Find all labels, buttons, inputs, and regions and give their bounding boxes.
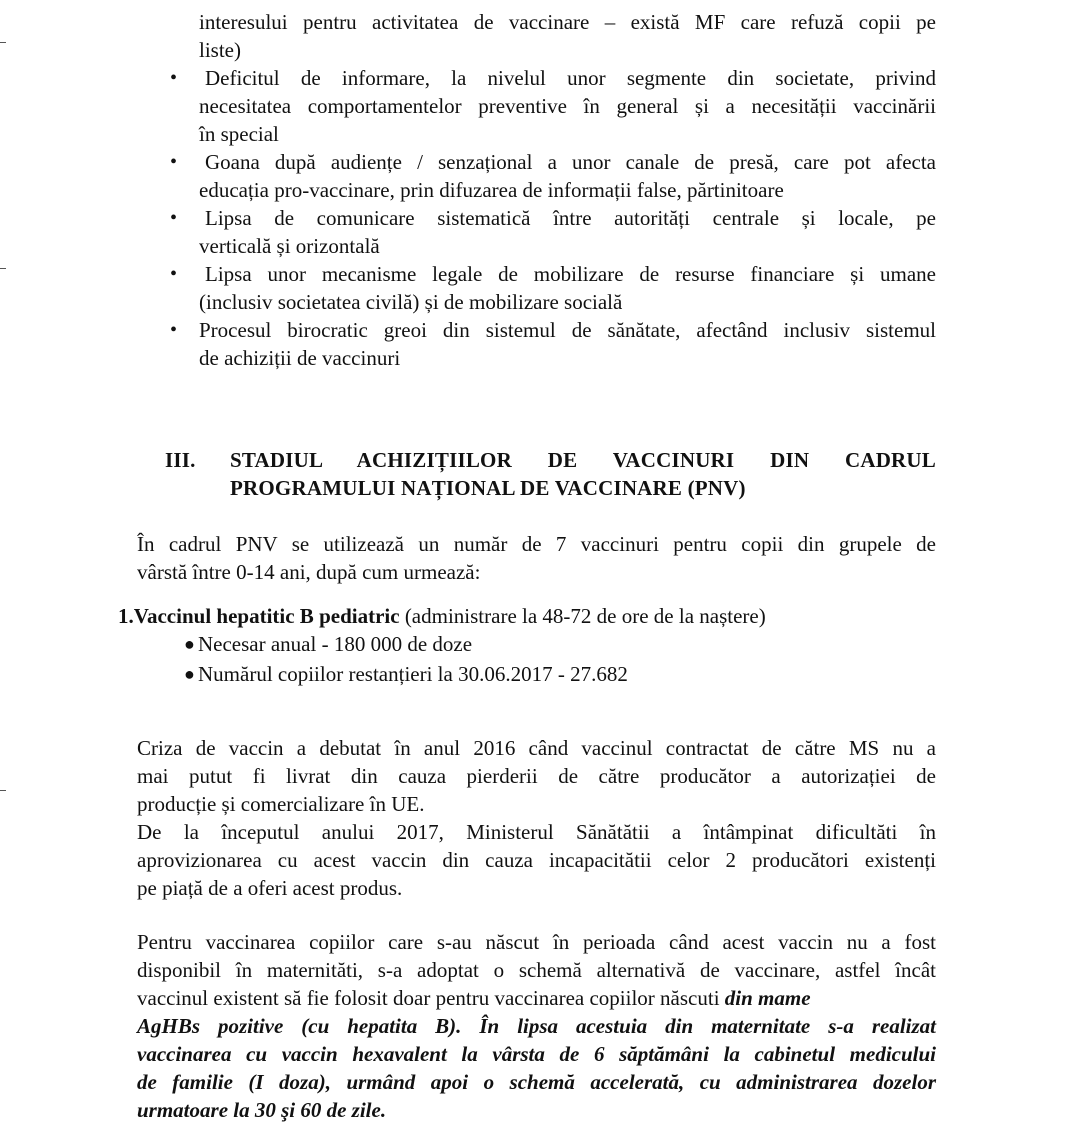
list-item: de achiziții de vaccinuri: [199, 346, 401, 370]
list-item: necesitatea comportamentelor preventive în general și a necesității vaccinării: [199, 94, 936, 118]
vaccine-name: Vaccinul hepatitic B pediatric: [133, 604, 400, 628]
bullet-icon: •: [170, 319, 178, 341]
paragraph-line: producție și comercializare în UE.: [137, 792, 425, 816]
list-item: verticală și orizontală: [199, 234, 380, 258]
list-item: Lipsa de comunicare sistematică între autorități centrale și locale, pe: [205, 206, 936, 230]
intro-paragraph: În cadrul PNV se utilizează un număr de 7 vaccinuri pentru copii din grupele de: [137, 532, 936, 556]
list-item: Procesul birocratic greoi din sistemul de sănătate, afectând inclusiv sistemul: [199, 318, 936, 342]
emphasis-line: urmatoare la 30 şi 60 de zile.: [137, 1098, 387, 1122]
scan-edge-mark: [0, 268, 6, 269]
paragraph-line: pe piață de a oferi acest produs.: [137, 876, 403, 900]
paragraph-line: aprovizionarea cu acest vaccin din cauza incapacitătii celor 2 producători existenți: [137, 848, 936, 872]
bullet-icon: •: [170, 151, 178, 173]
section-title-line: PROGRAMULUI NAȚIONAL DE VACCINARE (PNV): [230, 476, 746, 500]
bullet-icon: •: [170, 67, 178, 89]
paragraph-line: [137, 984, 811, 1012]
list-item-continuation: liste): [199, 38, 241, 62]
list-item: Deficitul de informare, la nivelul unor segmente din societate, privind: [205, 66, 936, 90]
list-item: în special: [199, 122, 279, 146]
paragraph-line: Criza de vaccin a debutat în anul 2016 când vaccinul contractat de către MS nu a: [137, 736, 936, 760]
scan-edge-mark: [0, 790, 6, 791]
list-item: Goana după audiențe / senzațional a unor canale de presă, care pot afecta: [205, 150, 936, 174]
bullet-icon: •: [170, 263, 178, 285]
paragraph-line: De la începutul anului 2017, Ministerul Sănătătii a întâmpinat dificultăti în: [137, 820, 936, 844]
section-title-line: STADIUL ACHIZIȚIILOR DE VACCINURI DIN CADRUL: [230, 448, 936, 472]
bullet-icon: ●: [184, 664, 195, 684]
paragraph-line: mai putut fi livrat din cauza pierderii de către producător a autorizației de: [137, 764, 936, 788]
emphasis-text: din mame: [724, 986, 811, 1010]
item-number: 1.: [118, 604, 134, 628]
item-point: Numărul copiilor restanțieri la 30.06.2017 - 27.682: [198, 662, 628, 686]
bullet-icon: •: [170, 207, 178, 229]
paragraph-text: vaccinul existent să fie folosit doar pentru vaccinarea copiilor născuti: [137, 986, 725, 1010]
list-item: educația pro-vaccinare, prin difuzarea de informații false, părtinitoare: [199, 178, 784, 202]
list-item: Lipsa unor mecanisme legale de mobilizare de resurse financiare și umane: [205, 262, 936, 286]
list-item: (inclusiv societatea civilă) și de mobilizare socială: [199, 290, 623, 314]
intro-paragraph: vârstă între 0-14 ani, după cum urmează:: [137, 560, 481, 584]
vaccine-detail: (administrare la 48-72 de ore de la naștere): [399, 604, 766, 628]
emphasis-line: vaccinarea cu vaccin hexavalent la vârsta de 6 săptămâni la cabinetul medicului: [137, 1042, 936, 1066]
paragraph-line: disponibil în maternităti, s-a adoptat o schemă alternativă de vaccinare, astfel încât: [137, 958, 936, 982]
emphasis-line: de familie (I doza), urmând apoi o schemă accelerată, cu administrarea dozelor: [137, 1070, 936, 1094]
list-item-continuation: interesului pentru activitatea de vaccinare – există MF care refuză copii pe: [199, 10, 936, 34]
section-number: III.: [165, 448, 196, 472]
scan-edge-mark: [0, 42, 6, 43]
item-heading: [118, 602, 766, 630]
paragraph-line: Pentru vaccinarea copiilor care s-au născut în perioada când acest vaccin nu a fost: [137, 930, 936, 954]
item-point: Necesar anual - 180 000 de doze: [198, 632, 473, 656]
emphasis-line: AgHBs pozitive (cu hepatita B). În lipsa acestuia din maternitate s-a realizat: [137, 1014, 936, 1038]
bullet-icon: ●: [184, 634, 195, 654]
